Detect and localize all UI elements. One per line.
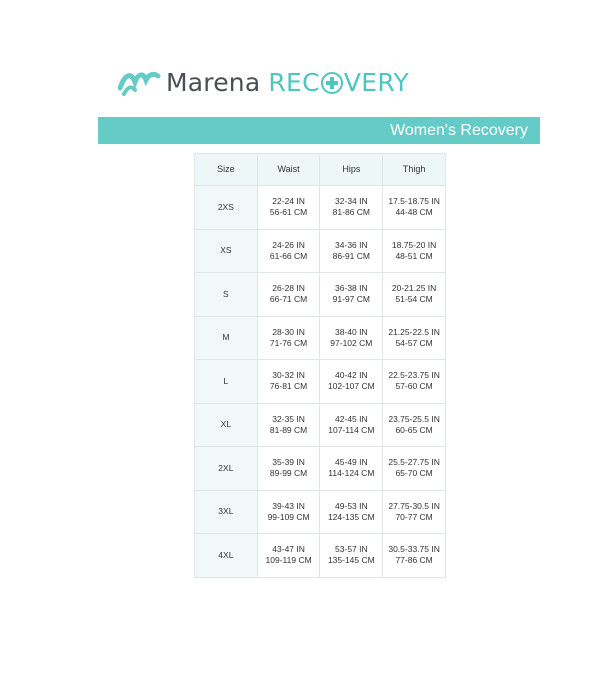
hips-cell	[320, 229, 383, 273]
table-row	[195, 360, 446, 404]
waist-inches: 28-30 IN	[272, 326, 305, 337]
brand-name: Marena	[166, 67, 261, 97]
header-thigh: Thigh	[383, 154, 446, 186]
waist-centimeters: 66-71 CM	[269, 294, 308, 305]
waist-cell	[257, 316, 320, 360]
size-cell: S	[195, 273, 258, 317]
waist-cell	[257, 534, 320, 578]
waist-cell	[257, 490, 320, 534]
waist-cell	[257, 186, 320, 230]
size-cell: 3XL	[195, 490, 258, 534]
hips-inches: 53-57 IN	[335, 544, 368, 555]
hips-cell	[320, 403, 383, 447]
hips-cell	[320, 360, 383, 404]
thigh-inches: 20-21.25 IN	[391, 283, 437, 294]
hips-centimeters: 102-107 CM	[327, 381, 375, 392]
thigh-inches: 18.75-20 IN	[391, 239, 437, 250]
hips-inches: 45-49 IN	[335, 457, 368, 468]
waist-inches: 30-32 IN	[272, 370, 305, 381]
hips-inches: 49-53 IN	[335, 500, 368, 511]
brand-subtitle-start: REC	[268, 67, 320, 97]
thigh-inches: 23.75-25.5 IN	[388, 413, 440, 424]
hips-inches: 34-36 IN	[335, 239, 368, 250]
table-row	[195, 273, 446, 317]
thigh-cell	[383, 316, 446, 360]
waist-inches: 35-39 IN	[272, 457, 305, 468]
header-waist: Waist	[257, 154, 320, 186]
table-row	[195, 316, 446, 360]
waist-centimeters: 76-81 CM	[269, 381, 308, 392]
hips-centimeters: 135-145 CM	[327, 555, 375, 566]
marena-wave-m-icon	[118, 64, 162, 100]
waist-inches: 24-26 IN	[272, 239, 305, 250]
thigh-centimeters: 65-70 CM	[395, 468, 433, 479]
thigh-cell	[383, 447, 446, 491]
hips-centimeters: 114-124 CM	[328, 468, 375, 479]
size-cell: XS	[195, 229, 258, 273]
thigh-centimeters: 70-77 CM	[395, 511, 433, 522]
waist-cell	[257, 403, 320, 447]
thigh-inches: 27.75-30.5 IN	[388, 500, 440, 511]
waist-cell	[257, 229, 320, 273]
waist-centimeters: 81-89 CM	[269, 424, 308, 435]
waist-centimeters: 89-99 CM	[269, 468, 308, 479]
hips-cell	[320, 186, 383, 230]
thigh-inches: 30.5-33.75 IN	[388, 544, 440, 555]
hips-centimeters: 86-91 CM	[332, 250, 370, 261]
thigh-cell	[383, 273, 446, 317]
table-header-row	[195, 154, 446, 186]
medical-cross-icon	[321, 72, 343, 94]
table-row	[195, 447, 446, 491]
thigh-inches: 25.5-27.75 IN	[388, 457, 440, 468]
waist-cell	[257, 273, 320, 317]
waist-centimeters: 56-61 CM	[269, 207, 308, 218]
thigh-inches: 22.5-23.75 IN	[388, 370, 440, 381]
thigh-cell	[383, 229, 446, 273]
waist-inches: 22-24 IN	[272, 196, 305, 207]
size-cell: XL	[195, 403, 258, 447]
hips-cell	[320, 534, 383, 578]
header-hips: Hips	[320, 154, 383, 186]
header-size: Size	[195, 154, 258, 186]
hips-inches: 32-34 IN	[335, 196, 368, 207]
thigh-centimeters: 51-54 CM	[395, 294, 433, 305]
table-row	[195, 490, 446, 534]
thigh-centimeters: 48-51 CM	[395, 250, 433, 261]
thigh-centimeters: 44-48 CM	[395, 207, 433, 218]
thigh-centimeters: 60-65 CM	[395, 424, 433, 435]
hips-centimeters: 97-102 CM	[330, 337, 373, 348]
banner-title: Women's Recovery	[390, 122, 528, 139]
brand-subtitle-end: VERY	[343, 67, 410, 97]
waist-inches: 32-35 IN	[272, 413, 305, 424]
thigh-centimeters: 54-57 CM	[395, 337, 433, 348]
thigh-cell	[383, 360, 446, 404]
waist-inches: 39-43 IN	[272, 500, 305, 511]
hips-inches: 38-40 IN	[335, 326, 368, 337]
hips-inches: 42-45 IN	[335, 413, 368, 424]
waist-centimeters: 99-109 CM	[267, 511, 310, 522]
marena-recovery-logo	[118, 64, 409, 100]
size-cell: 4XL	[195, 534, 258, 578]
hips-cell	[320, 316, 383, 360]
hips-inches: 40-42 IN	[335, 370, 368, 381]
table-row	[195, 229, 446, 273]
thigh-inches: 17.5-18.75 IN	[388, 196, 440, 207]
brand-subtitle	[268, 68, 409, 97]
hips-cell	[320, 447, 383, 491]
thigh-cell	[383, 490, 446, 534]
waist-cell	[257, 447, 320, 491]
hips-inches: 36-38 IN	[335, 283, 368, 294]
waist-inches: 26-28 IN	[272, 283, 305, 294]
size-cell: L	[195, 360, 258, 404]
table-row	[195, 534, 446, 578]
table-row	[195, 186, 446, 230]
waist-inches: 43-47 IN	[272, 544, 305, 555]
table-row	[195, 403, 446, 447]
size-cell: 2XS	[195, 186, 258, 230]
hips-cell	[320, 273, 383, 317]
thigh-cell	[383, 534, 446, 578]
hips-centimeters: 81-86 CM	[332, 207, 370, 218]
waist-centimeters: 109-119 CM	[265, 555, 312, 566]
hips-cell	[320, 490, 383, 534]
waist-cell	[257, 360, 320, 404]
section-banner	[98, 117, 540, 144]
size-chart-table	[194, 153, 446, 578]
table-body	[195, 186, 446, 578]
size-cell: M	[195, 316, 258, 360]
size-cell: 2XL	[195, 447, 258, 491]
waist-centimeters: 61-66 CM	[269, 250, 308, 261]
hips-centimeters: 107-114 CM	[328, 424, 375, 435]
thigh-inches: 21.25-22.5 IN	[388, 326, 440, 337]
thigh-cell	[383, 186, 446, 230]
waist-centimeters: 71-76 CM	[269, 337, 308, 348]
thigh-centimeters: 57-60 CM	[395, 381, 433, 392]
thigh-centimeters: 77-86 CM	[395, 555, 433, 566]
hips-centimeters: 91-97 CM	[332, 294, 370, 305]
hips-centimeters: 124-135 CM	[327, 511, 375, 522]
thigh-cell	[383, 403, 446, 447]
